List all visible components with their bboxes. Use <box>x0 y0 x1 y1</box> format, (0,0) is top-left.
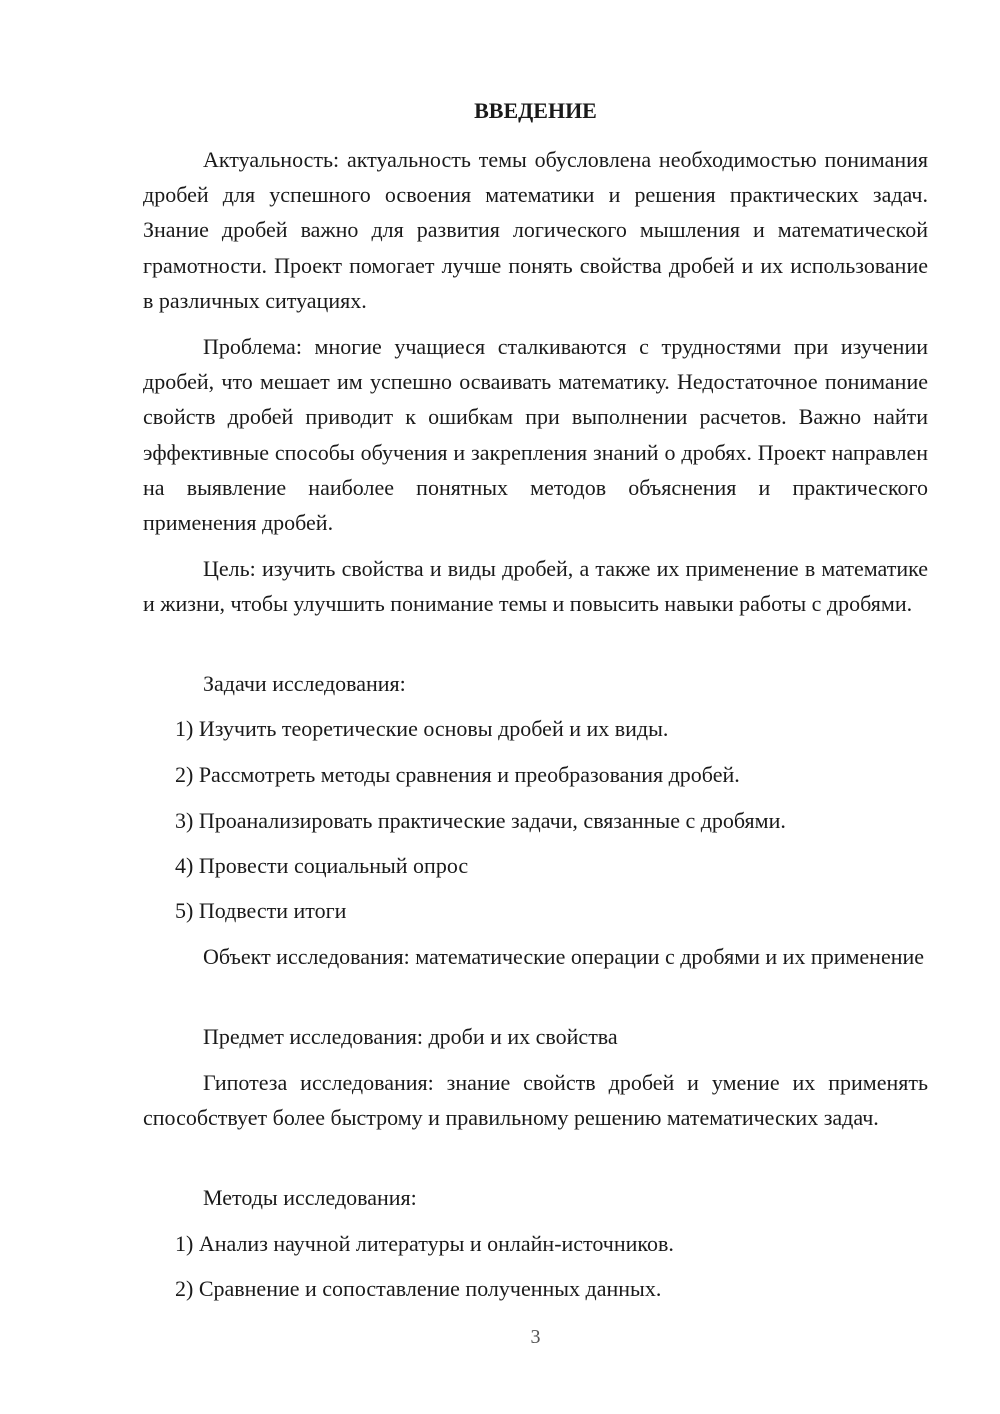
tasks-heading: Задачи исследования: <box>203 671 406 696</box>
relevance-paragraph: Актуальность: актуальность темы обусловлена необходимостью понимания дробей для успешного освоения математики и решения практических задач. Знание дробей важно для развития логического мышления и математической грамотности. Проект помогает лучше понять свойства дробей и их использование в различных ситуациях. <box>143 147 928 313</box>
task-item: 2) Рассмотреть методы сравнения и преобразования дробей. <box>175 762 740 787</box>
page-number: 3 <box>530 1326 541 1348</box>
task-item: 1) Изучить теоретические основы дробей и их виды. <box>175 716 669 741</box>
hypothesis-paragraph: Гипотеза исследования: знание свойств дробей и умение их применять способствует более быстрому и правильному решению математических задач. <box>143 1070 928 1131</box>
methods-heading: Методы исследования: <box>203 1185 417 1210</box>
goal-paragraph: Цель: изучить свойства и виды дробей, а также их применение в математике и жизни, чтобы улучшить понимание темы и повысить навыки работы с дробями. <box>143 556 928 617</box>
object-paragraph: Объект исследования: математические операции с дробями и их применение <box>203 944 925 969</box>
problem-paragraph: Проблема: многие учащиеся сталкиваются с трудностями при изучении дробей, что мешает им успешно осваивать математику. Недостаточное понимание свойств дробей приводит к ошибкам при выполнении расчетов. Важно найти эффективные способы обучения и закрепления знаний о дробях. Проект направлен на выявление наиболее понятных методов объяснения и практического применения дробей. <box>143 334 928 536</box>
task-item: 4) Провести социальный опрос <box>175 853 469 878</box>
subject-line: Предмет исследования: дроби и их свойства <box>203 1024 618 1049</box>
task-item: 5) Подвести итоги <box>175 898 347 923</box>
method-item: 1) Анализ научной литературы и онлайн-источников. <box>175 1231 674 1256</box>
task-item: 3) Проанализировать практические задачи, связанные с дробями. <box>175 808 786 833</box>
section-title: ВВЕДЕНИЕ <box>474 98 597 123</box>
document-page <box>143 0 928 1414</box>
method-item: 2) Сравнение и сопоставление полученных данных. <box>175 1276 662 1301</box>
